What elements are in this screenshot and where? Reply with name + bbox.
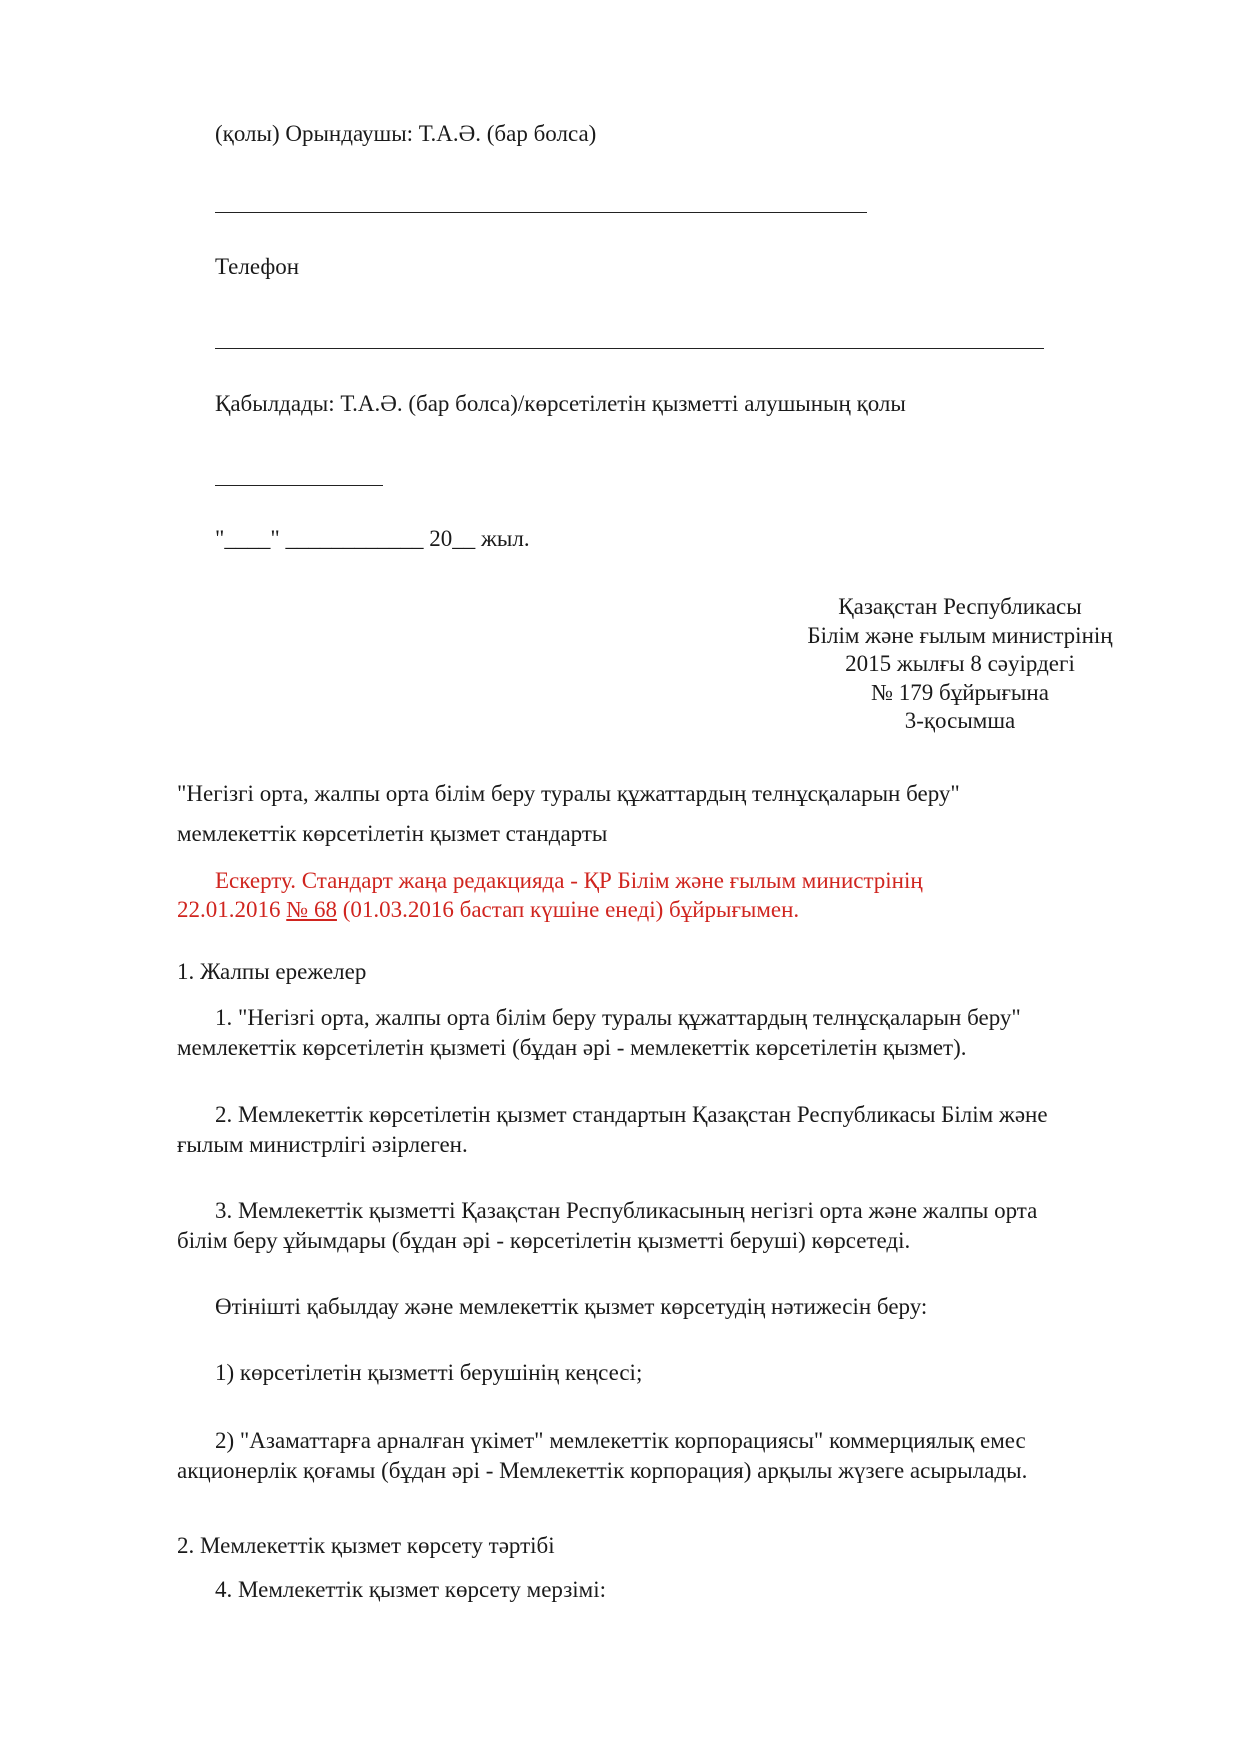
section-2-para-1: 4. Мемлекеттік қызмет көрсету мерзімі: xyxy=(215,1577,606,1602)
stamp-line-5: 3-қосымша xyxy=(904,708,1016,733)
para-2-line-2: ғылым министрлігі әзірлеген. xyxy=(177,1132,468,1157)
stamp-line-1: Қазақстан Республикасы xyxy=(838,594,1082,619)
standard-title-line-1: "Негізгі орта, жалпы орта білім беру туралы құжаттардың телнұсқаларын беру" xyxy=(177,781,960,806)
note-date: 22.01.2016 xyxy=(177,897,287,922)
para-1-line-2: мемлекеттік көрсетілетін қызметі (бұдан әрі - мемлекеттік көрсетілетін қызмет). xyxy=(177,1035,967,1060)
blank-phone-line xyxy=(215,348,1044,349)
phone-label: Телефон xyxy=(215,254,300,279)
para-5: 1) көрсетілетін қызметті берушінің кеңсесі; xyxy=(215,1360,643,1385)
para-2-line-1: 2. Мемлекеттік көрсетілетін қызмет стандартын Қазақстан Республикасы Білім және xyxy=(215,1102,1048,1127)
executor-line: (қолы) Орындаушы: Т.А.Ә. (бар болса) xyxy=(215,121,597,146)
blank-signature-line xyxy=(215,212,867,213)
note-line-2 xyxy=(177,895,799,925)
standard-title-line-2: мемлекеттік көрсетілетін қызмет стандарты xyxy=(177,821,608,846)
para-3-line-1: 3. Мемлекеттік қызметті Қазақстан Республикасының негізгі орта және жалпы орта xyxy=(215,1198,1038,1223)
blank-receiver-signature xyxy=(215,485,383,486)
para-4: Өтінішті қабылдау және мемлекеттік қызмет көрсетудің нәтижесін беру: xyxy=(215,1294,928,1319)
note-line-1: Ескерту. Стандарт жаңа редакцияда - ҚР Білім және ғылым министрінің xyxy=(215,868,923,893)
accepted-line: Қабылдады: Т.А.Ә. (бар болса)/көрсетілетін қызметті алушының қолы xyxy=(215,391,906,416)
stamp-line-2: Білім және ғылым министрінің xyxy=(807,622,1113,648)
note-effective: (01.03.2016 бастап күшіне енеді) бұйрығымен. xyxy=(336,897,800,922)
stamp-line-3: 2015 жылғы 8 сәуірдегі xyxy=(845,651,1075,676)
section-2-heading: 2. Мемлекеттік қызмет көрсету тәртібі xyxy=(177,1533,555,1558)
date-line: "____" ____________ 20__ жыл. xyxy=(215,526,530,551)
order-link[interactable]: № 68 xyxy=(286,897,337,922)
para-6-line-1: 2) "Азаматтарға арналған үкімет" мемлекеттік корпорациясы" коммерциялық емес xyxy=(215,1428,1026,1453)
para-3-line-2: білім беру ұйымдары (бұдан әрі - көрсетілетін қызметті беруші) көрсетеді. xyxy=(177,1228,911,1253)
para-1-line-1: 1. "Негізгі орта, жалпы орта білім беру туралы құжаттардың телнұсқаларын беру" xyxy=(215,1005,1021,1030)
appendix-stamp xyxy=(740,593,1180,736)
para-6-line-2: акционерлік қоғамы (бұдан әрі - Мемлекеттік корпорация) арқылы жүзеге асырылады. xyxy=(177,1458,1028,1483)
stamp-line-4: № 179 бұйрығына xyxy=(871,679,1049,705)
section-1-heading: 1. Жалпы ережелер xyxy=(177,959,367,984)
